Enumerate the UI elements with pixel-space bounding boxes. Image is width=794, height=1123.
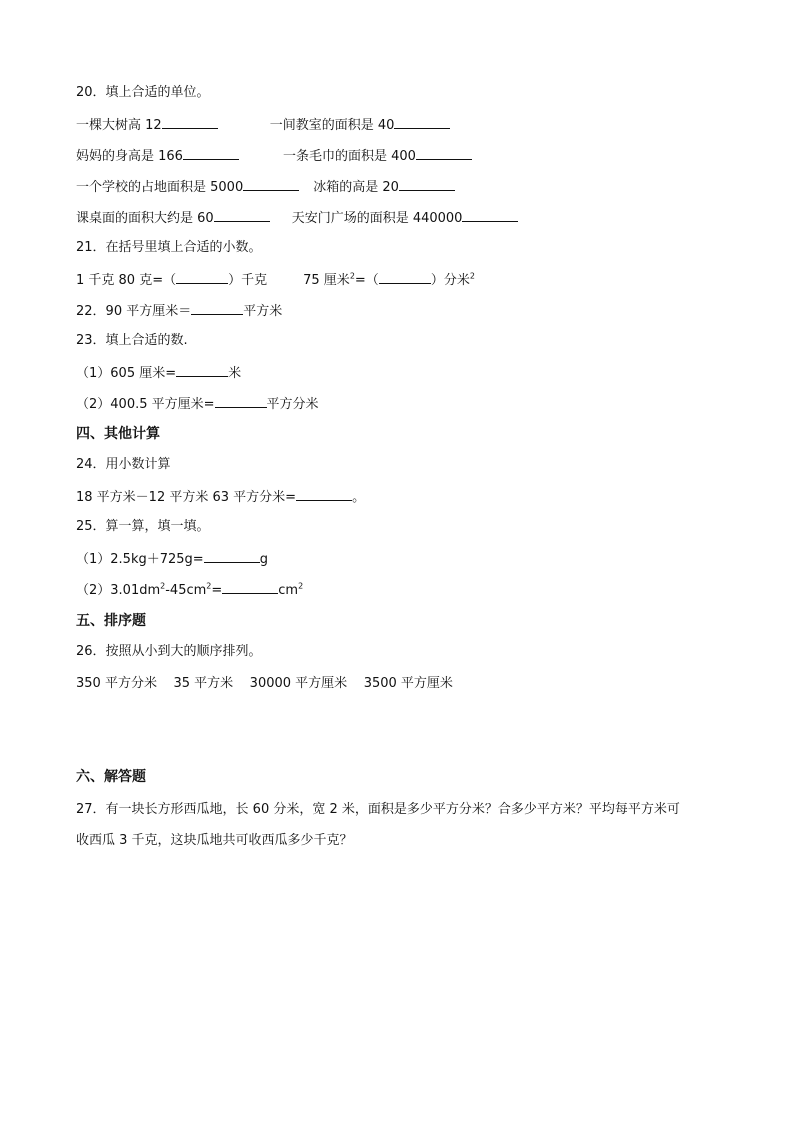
q24-b: 。 — [352, 490, 366, 505]
q20-r2b: 一条毛巾的面积是 400 — [282, 149, 416, 164]
q25-p1a: （1）2.5kg＋725g= — [76, 552, 204, 567]
q22 — [76, 301, 282, 321]
q23-title: 23．填上合适的数. — [76, 333, 188, 348]
blank[interactable] — [243, 177, 299, 191]
sup: 2 — [469, 271, 475, 281]
q20-r1b: 一间教室的面积是 40 — [269, 118, 395, 133]
q21-b2: =（ — [354, 273, 379, 288]
sup: 2 — [160, 581, 166, 591]
q25-p2b: -45cm — [165, 583, 207, 598]
q20-row1 — [76, 115, 450, 135]
blank[interactable] — [222, 580, 278, 594]
q23-p2b: 平方分米 — [266, 397, 319, 412]
blank[interactable] — [215, 394, 267, 408]
blank[interactable] — [462, 208, 518, 222]
q25-p2c: = — [211, 583, 223, 598]
q27-line2: 收西瓜 3 千克，这块瓜地共可收西瓜多少千克？ — [76, 833, 353, 848]
q25-p2 — [76, 580, 303, 600]
q21-a1: 1 千克 80 克=（ — [76, 273, 177, 288]
q21-title: 21．在括号里填上合适的小数。 — [76, 240, 262, 255]
q24-a: 18 平方米－12 平方米 63 平方分米= — [76, 490, 297, 505]
q26-items: 350 平方分米 35 平方米 30000 平方厘米 3500 平方厘米 — [76, 676, 453, 691]
q20-r4b: 天安门广场的面积是 440000 — [291, 211, 463, 226]
q20-row4 — [76, 208, 518, 228]
blank[interactable] — [176, 270, 228, 284]
section-6-heading: 六、解答题 — [76, 769, 146, 785]
sup: 2 — [206, 581, 212, 591]
blank[interactable] — [379, 270, 431, 284]
q23-p2 — [76, 394, 319, 414]
section-4-heading: 四、其他计算 — [76, 426, 160, 442]
q25-p1 — [76, 549, 268, 569]
q20-row2 — [76, 146, 472, 166]
q21-b3: ）分米 — [430, 273, 470, 288]
q21-b1: 75 厘米 — [303, 273, 350, 288]
q24-row — [76, 487, 365, 507]
q25-p2a: （2）3.01dm — [76, 583, 161, 598]
q20-row3 — [76, 177, 455, 197]
blank[interactable] — [394, 115, 450, 129]
section-5-heading: 五、排序题 — [76, 613, 146, 629]
q25-title: 25．算一算，填一填。 — [76, 519, 210, 534]
q27-line1: 27．有一块长方形西瓜地，长 60 分米，宽 2 米，面积是多少平方分米？合多少平方米？平均每平方米可 — [76, 802, 680, 817]
q22-b: 平方米 — [243, 304, 283, 319]
q20-r2a: 妈妈的身高是 166 — [76, 149, 183, 164]
blank[interactable] — [204, 549, 260, 563]
q24-title: 24．用小数计算 — [76, 457, 171, 472]
q26-title: 26．按照从小到大的顺序排列。 — [76, 644, 262, 659]
q21-a2: ）千克 — [228, 273, 268, 288]
q20-r4a: 课桌面的面积大约是 60 — [76, 211, 214, 226]
q20-r1a: 一棵大树高 12 — [76, 118, 162, 133]
sup: 2 — [298, 581, 304, 591]
q23-p1b: 米 — [228, 366, 242, 381]
blank[interactable] — [399, 177, 455, 191]
sup: 2 — [349, 271, 355, 281]
q21-row — [76, 270, 475, 290]
blank[interactable] — [416, 146, 472, 160]
blank[interactable] — [296, 487, 352, 501]
blank[interactable] — [191, 301, 243, 315]
q20-title: 20．填上合适的单位。 — [76, 85, 210, 100]
blank[interactable] — [214, 208, 270, 222]
q25-p2d: cm — [278, 583, 299, 598]
q23-p2a: （2）400.5 平方厘米= — [76, 397, 215, 412]
q23-p1a: （1）605 厘米= — [76, 366, 177, 381]
q25-p1b: g — [259, 552, 268, 567]
q20-r3b: 冰箱的高是 20 — [313, 180, 399, 195]
blank[interactable] — [176, 363, 228, 377]
q22-a: 22．90 平方厘米＝ — [76, 304, 192, 319]
q23-p1 — [76, 363, 241, 383]
blank[interactable] — [162, 115, 218, 129]
blank[interactable] — [183, 146, 239, 160]
q20-r3a: 一个学校的占地面积是 5000 — [76, 180, 244, 195]
